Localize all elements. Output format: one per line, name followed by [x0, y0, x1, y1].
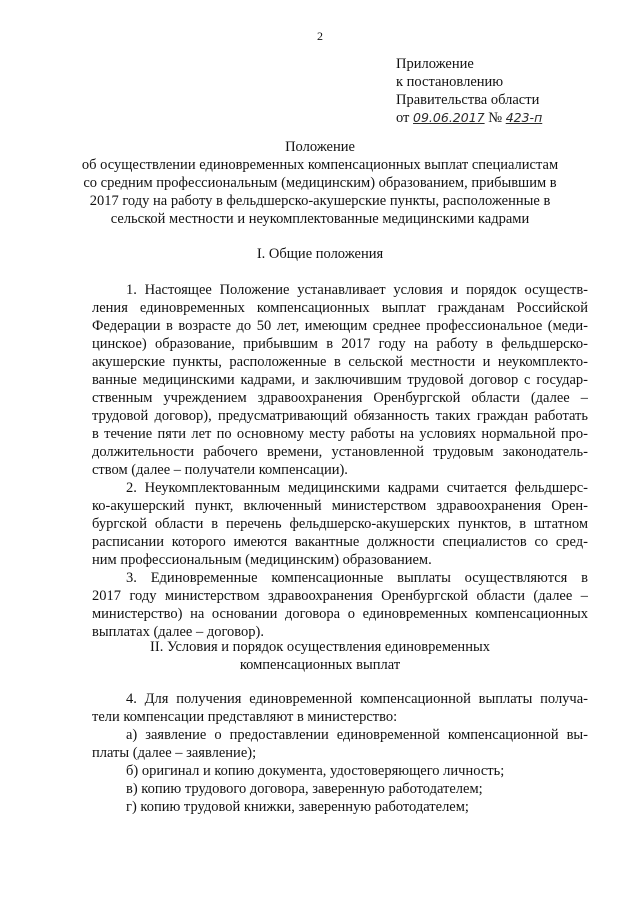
text-line: трудовой договор), предусматривающий обязанность таких граждан работать — [92, 408, 588, 424]
document-title — [60, 138, 580, 228]
text-line: ним профессиональным (медицинским) образованием. — [92, 552, 432, 568]
text-line: 2017 году министерством здравоохранения Оренбургской области (далее – — [92, 588, 588, 604]
appendix-date-line — [396, 109, 542, 127]
paragraph-4 — [92, 690, 588, 816]
text-line: 2. Неукомплектованным медицинскими кадрами считается фельдшерс- — [126, 480, 588, 496]
text-line: в течение пяти лет по основному месту работы на условиях нормальной про- — [92, 426, 588, 442]
text-line: акушерские пункты, расположенные в сельской местности и неукомплекто- — [92, 354, 588, 370]
handwritten-number: 423-п — [505, 110, 543, 125]
appendix-block — [396, 55, 542, 127]
title-line: об осуществлении единовременных компенсационных выплат специалистам — [81, 157, 559, 173]
title-line: сельской местности и неукомплектованные медицинскими кадрами — [110, 211, 530, 227]
text-line: а) заявление о предоставлении единовременной компенсационной вы- — [126, 727, 588, 743]
appendix-line: Правительства области — [396, 92, 540, 108]
text-line: Федерации в возрасте до 50 лет, имеющим среднее профессиональное (меди- — [92, 318, 588, 334]
text-line: цинское) образование, прибывшим в 2017 году на работу в фельдшерско- — [92, 336, 588, 352]
text-line: тели компенсации представляют в министерство: — [92, 709, 398, 725]
text-line: министерство) на основании договора о единовременных компенсационных — [92, 606, 588, 622]
text-line: ственным учреждением здравоохранения Оренбургской области (далее – — [92, 390, 588, 406]
text-line: в) копию трудового договора, заверенную работодателем; — [126, 781, 483, 797]
title-heading: Положение — [285, 139, 355, 155]
text-line: платы (далее – заявление); — [92, 745, 257, 761]
title-line: 2017 году на работу в фельдшерско-акушерские пункты, расположенные в — [89, 193, 551, 209]
section-2-heading-line: II. Условия и порядок осуществления единовременных — [150, 639, 490, 655]
section-2-heading — [60, 638, 580, 674]
text-line: должительности рабочего времени, установленной трудовым законодатель- — [92, 444, 588, 460]
section-2-heading-line: компенсационных выплат — [239, 657, 401, 673]
text-line: 4. Для получения единовременной компенсационной выплаты получа- — [126, 691, 588, 707]
appendix-line: Приложение — [396, 56, 474, 72]
text-line: ления единовременных компенсационных выплат гражданам Российской — [92, 300, 588, 316]
text-line: выплатах (далее – договор). — [92, 624, 265, 640]
text-line: 3. Единовременные компенсационные выплаты осуществляются в — [126, 570, 588, 586]
text-line: бургской области в перечень фельдшерско-акушерских пунктов, в штатном — [92, 516, 588, 532]
paragraph-1 — [92, 281, 588, 641]
text-line: ко-акушерский пункт, включенный министерством здравоохранения Орен- — [92, 498, 588, 514]
number-sign: № — [488, 110, 503, 126]
handwritten-date: 09.06.2017 — [413, 110, 485, 125]
date-prefix: от — [396, 110, 410, 126]
page-number: 2 — [317, 29, 323, 43]
text-line: г) копию трудовой книжки, заверенную работодателем; — [126, 799, 469, 815]
appendix-line: к постановлению — [396, 74, 504, 90]
text-line: расписании которого имеются вакантные должности специалистов со сред- — [92, 534, 588, 550]
section-1-heading: I. Общие положения — [256, 246, 384, 262]
text-line: ванные медицинскими кадрами, и заключившим трудовой договор с государ- — [92, 372, 588, 388]
title-line: со средним профессиональным (медицинским) образованием, прибывшим в — [83, 175, 557, 191]
text-line: б) оригинал и копию документа, удостоверяющего личность; — [126, 763, 505, 779]
text-line: ством (далее – получатели компенсации). — [92, 462, 348, 478]
text-line: 1. Настоящее Положение устанавливает условия и порядок осуществ- — [126, 282, 588, 298]
